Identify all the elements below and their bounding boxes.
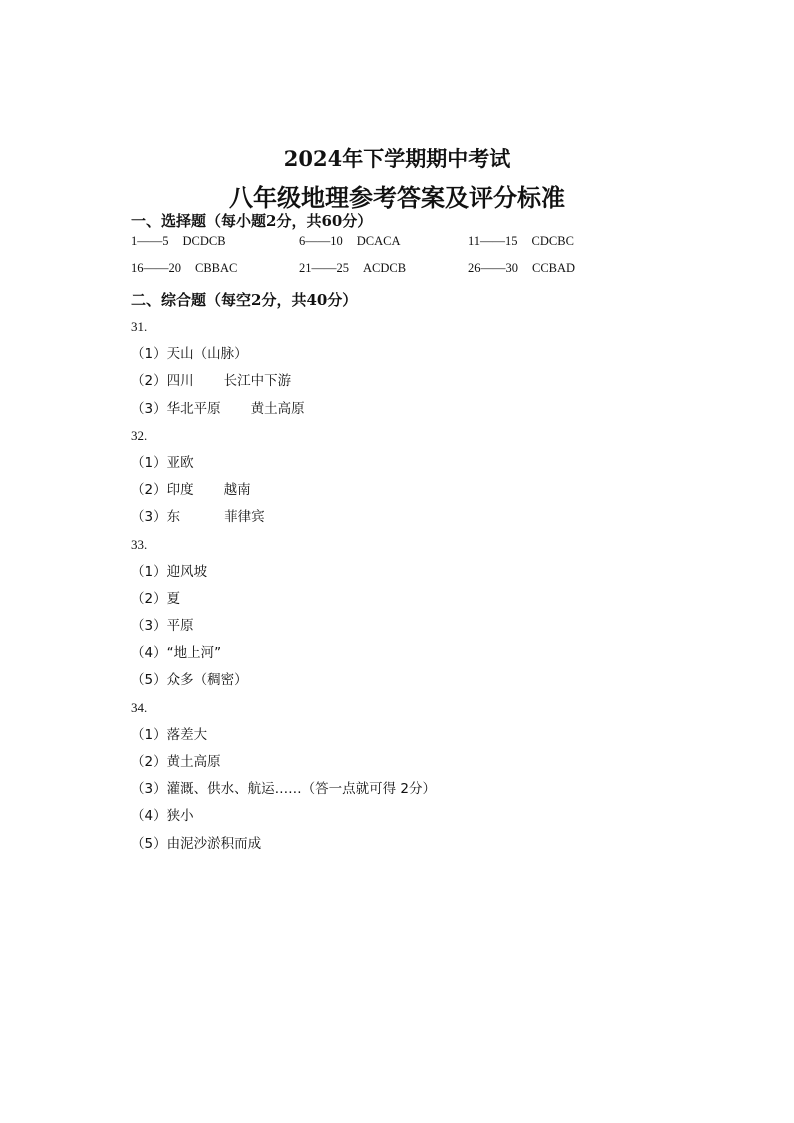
item-label: （3） xyxy=(131,781,167,798)
answer-line xyxy=(131,669,691,696)
answer-text: 印度 xyxy=(166,482,194,499)
answer-text: 黄土高原 xyxy=(166,754,221,770)
mc-answers: DCACA xyxy=(356,234,401,248)
answer-line xyxy=(131,561,691,588)
item-label: （4） xyxy=(131,808,167,825)
item-label: （3） xyxy=(131,509,167,526)
answer-line xyxy=(131,370,691,397)
mc-answer-row xyxy=(131,261,651,279)
answer-line xyxy=(131,833,691,860)
item-label: （2） xyxy=(131,754,167,770)
item-label: （4） xyxy=(131,645,167,662)
mc-answers: CDCBC xyxy=(531,234,574,248)
mc-range: 1——5 xyxy=(131,234,169,248)
answer-text: “地上河” xyxy=(166,645,222,662)
item-label: （5） xyxy=(131,672,167,689)
answer-text: 落差大 xyxy=(166,726,208,743)
mc-answer-group xyxy=(468,234,574,249)
question-number: 34. xyxy=(131,699,148,715)
answer-line xyxy=(131,452,691,479)
mc-answers: DCDCB xyxy=(182,234,226,248)
mc-range: 16——20 xyxy=(131,261,181,275)
answer-text: 狭小 xyxy=(166,808,194,825)
question-number: 31. xyxy=(131,319,148,334)
mc-answer-row xyxy=(131,234,651,252)
answer-text: 四川 xyxy=(166,373,194,390)
answer-line xyxy=(131,778,691,805)
question-number: 33. xyxy=(131,536,148,552)
mc-range: 21——25 xyxy=(299,261,349,275)
answer-text: 迎风坡 xyxy=(166,563,208,580)
answer-text: 夏 xyxy=(166,590,181,607)
answer-text: 越南 xyxy=(223,482,251,499)
item-label: （2） xyxy=(131,482,167,499)
mc-answer-group xyxy=(299,234,401,249)
item-label: （1） xyxy=(131,454,167,471)
comprehensive-answers xyxy=(131,316,691,860)
mc-answer-group xyxy=(131,261,237,276)
answer-line xyxy=(131,615,691,642)
item-label: （1） xyxy=(131,726,167,743)
item-label: （2） xyxy=(131,590,167,607)
mc-answer-group xyxy=(131,234,226,249)
answer-line xyxy=(131,398,691,425)
item-label: （5） xyxy=(131,835,167,852)
answer-text: 黄土高原 xyxy=(250,400,305,417)
mc-answers: CCBAD xyxy=(532,261,576,275)
answer-line xyxy=(131,343,691,370)
answer-key-title: 八年级地理参考答案及评分标准 xyxy=(229,183,565,212)
mc-range: 11——15 xyxy=(468,234,518,248)
answer-text: 菲律宾 xyxy=(224,509,265,526)
mc-answer-group xyxy=(468,261,575,276)
answer-text: 灌溉、供水、航运……（答一点就可得 2分） xyxy=(166,781,436,798)
answer-text: 由泥沙淤积而成 xyxy=(166,835,262,852)
answer-line xyxy=(131,588,691,615)
answer-text: 亚欧 xyxy=(166,454,194,471)
item-label: （3） xyxy=(131,400,167,417)
section-comprehensive-heading: 二、综合题（每空2分，共40分） xyxy=(131,291,358,309)
mc-range: 6——10 xyxy=(299,234,343,248)
answer-line xyxy=(131,751,691,778)
mc-answers: CBBAC xyxy=(195,261,238,275)
item-label: （2） xyxy=(131,373,167,390)
answer-text: 众多（稠密） xyxy=(166,672,248,689)
item-label: （1） xyxy=(131,346,167,363)
answer-text: 长江中下游 xyxy=(223,373,292,390)
exam-title: 2024年下学期期中考试 xyxy=(283,146,511,171)
mc-range: 26——30 xyxy=(468,261,518,275)
mc-answer-group xyxy=(299,261,406,276)
item-label: （1） xyxy=(131,563,167,580)
item-label: （3） xyxy=(131,618,167,635)
answer-text: 华北平原 xyxy=(166,400,221,417)
answer-line xyxy=(131,506,691,533)
mc-answers: ACDCB xyxy=(363,261,407,275)
answer-line xyxy=(131,642,691,669)
section-multiple-choice-heading: 一、选择题（每小题2分，共60分） xyxy=(131,212,373,230)
answer-text: 平原 xyxy=(166,618,194,635)
answer-line xyxy=(131,805,691,832)
question-number: 32. xyxy=(131,427,148,443)
answer-text: 天山（山脉） xyxy=(166,346,248,363)
answer-line xyxy=(131,724,691,751)
answer-text: 东 xyxy=(166,509,181,526)
answer-line xyxy=(131,479,691,506)
